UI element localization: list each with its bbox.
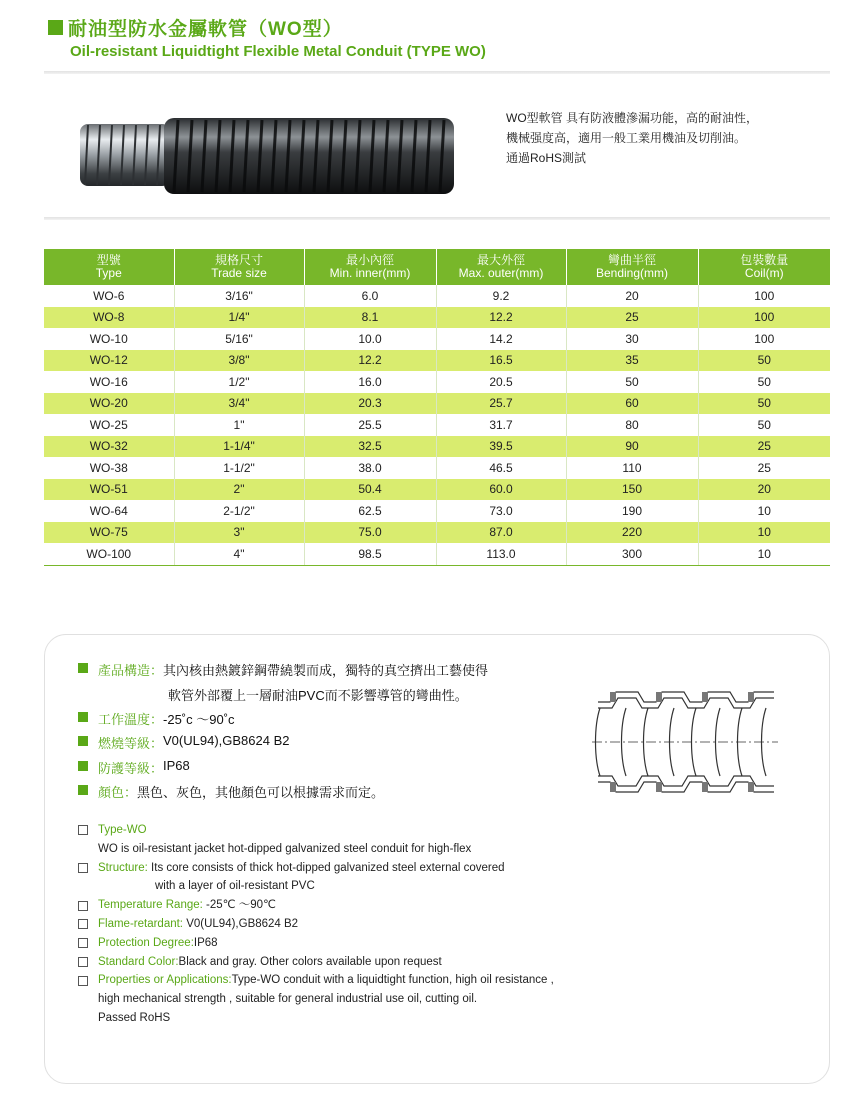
title-chinese-text: 耐油型防水金屬軟管（WO型） — [68, 19, 343, 40]
zh-construction-continued: 軟管外部覆上一層耐油PVC而不影響導管的彎曲性。 — [168, 687, 468, 703]
table-cell-type: WO-10 — [44, 328, 174, 350]
table-cell-bending: 50 — [566, 371, 698, 393]
table-cell-trade-size: 3" — [174, 522, 304, 544]
table-cell-type: WO-51 — [44, 479, 174, 501]
bullet-square-icon — [78, 663, 88, 673]
table-header-row — [44, 249, 830, 285]
en-flame-label: Flame-retardant: — [98, 917, 184, 930]
table-cell-type: WO-75 — [44, 522, 174, 544]
table-cell-trade-size: 2" — [174, 479, 304, 501]
table-cell-coil: 50 — [698, 350, 830, 372]
table-cell-bending: 25 — [566, 307, 698, 329]
table-cell-type: WO-32 — [44, 436, 174, 458]
checkbox-square-icon — [78, 863, 88, 873]
en-spec-temperature — [78, 896, 554, 915]
en-type-description: WO is oil-resistant jacket hot-dipped galvanized steel conduit for high-flex — [98, 842, 472, 855]
table-cell-coil: 100 — [754, 288, 775, 303]
specification-table — [44, 249, 830, 566]
title-english: Oil-resistant Liquidtight Flexible Metal Conduit (TYPE WO) — [70, 43, 486, 60]
table-cell-coil: 50 — [757, 374, 771, 389]
zh-temperature-label: 工作溫度： — [98, 711, 164, 727]
table-cell-type: WO-100 — [44, 543, 174, 565]
table-cell-max-outer: 12.2 — [436, 307, 566, 329]
table-cell-bending: 220 — [566, 522, 698, 544]
zh-spec-temperature — [78, 709, 488, 734]
table-cell-max-outer: 25.7 — [436, 393, 566, 415]
table-cell-trade-size: 2-1/2" — [174, 500, 304, 522]
table-cell-trade-size: 4" — [174, 543, 304, 565]
table-cell-bending: 80 — [566, 414, 698, 436]
column-header-zh: 包裝數量 — [740, 253, 789, 267]
table-cell-bending: 60 — [566, 393, 698, 415]
table-cell-min-inner: 10.0 — [304, 328, 436, 350]
table-cell-max-outer: 20.5 — [436, 371, 566, 393]
zh-construction-label: 產品構造： — [98, 663, 164, 678]
table-cell-bending: 190 — [566, 500, 698, 522]
bullet-square-icon — [78, 736, 88, 746]
conduit-cross-section-diagram — [590, 686, 780, 798]
column-header-zh: 規格尺寸 — [214, 253, 263, 267]
checkbox-square-icon — [78, 957, 88, 967]
table-cell-trade-size: 5/16" — [174, 328, 304, 350]
table-cell-type: WO-16 — [44, 371, 174, 393]
table-cell-trade-size: 3/4" — [174, 393, 304, 415]
en-rohs: Passed RoHS — [98, 1011, 171, 1024]
table-row — [44, 414, 830, 436]
table-cell-trade-size: 3/16" — [174, 285, 304, 307]
table-cell-min-inner: 6.0 — [304, 285, 436, 307]
table-row — [44, 350, 830, 372]
table-cell-min-inner: 50.4 — [304, 479, 436, 501]
en-spec-flame — [78, 915, 554, 934]
column-header-en: Bending(mm) — [595, 266, 669, 280]
page-header — [48, 14, 486, 60]
table-cell-min-inner: 98.5 — [304, 543, 436, 565]
table-row — [44, 500, 830, 522]
table-row — [44, 307, 830, 329]
intro-line-2: 機械强度高，適用一般工業用機油及切削油。 — [506, 131, 747, 145]
table-cell-coil: 50 — [698, 393, 830, 415]
column-header-en: Max. outer(mm) — [458, 266, 544, 280]
table-cell-type: WO-38 — [44, 457, 174, 479]
table-cell-bending: 35 — [566, 350, 698, 372]
zh-spec-protection — [78, 758, 488, 783]
column-header-zh: 最大外徑 — [476, 253, 525, 267]
table-cell-min-inner: 16.0 — [304, 371, 436, 393]
table-cell-min-inner: 25.5 — [304, 414, 436, 436]
zh-spec-construction — [78, 660, 488, 685]
column-header-trade-size — [174, 249, 304, 285]
column-header-en: Trade size — [211, 266, 267, 280]
en-structure-continued: with a layer of oil-resistant PVC — [155, 880, 315, 893]
table-cell-trade-size: 1" — [174, 414, 304, 436]
header-divider — [44, 71, 830, 74]
en-spec-protection — [78, 934, 554, 953]
table-cell-min-inner: 62.5 — [304, 500, 436, 522]
zh-flame-value: V0(UL94),GB8624 B2 — [163, 733, 290, 748]
column-header-zh: 最小內徑 — [345, 253, 394, 267]
table-row — [44, 457, 830, 479]
table-row — [44, 285, 830, 307]
table-cell-bending: 20 — [566, 285, 698, 307]
checkbox-square-icon — [78, 919, 88, 929]
table-cell-max-outer: 16.5 — [436, 350, 566, 372]
bullet-square-icon — [78, 761, 88, 771]
en-flame-value: V0(UL94),GB8624 B2 — [183, 917, 299, 930]
intro-line-3: 通過RoHS測試 — [506, 151, 587, 165]
column-header-zh: 彎曲半徑 — [607, 253, 656, 267]
title-square-icon — [48, 20, 63, 35]
table-cell-trade-size: 1/4" — [174, 307, 304, 329]
column-header-min-inner — [304, 249, 436, 285]
en-spec-type — [78, 821, 554, 840]
table-cell-max-outer: 87.0 — [436, 522, 566, 544]
zh-construction-value: 其內核由熱鍍鋅鋼帶繞製而成，獨特的真空擠出工藝使得 — [163, 663, 489, 678]
table-cell-coil: 10 — [698, 543, 830, 565]
table-cell-min-inner: 38.0 — [304, 457, 436, 479]
table-cell-coil: 25 — [757, 460, 771, 475]
table-cell-max-outer: 9.2 — [436, 285, 566, 307]
table-row — [44, 522, 830, 544]
table-cell-max-outer: 73.0 — [436, 500, 566, 522]
column-header-en: Type — [95, 266, 122, 280]
table-cell-max-outer: 113.0 — [436, 543, 566, 565]
table-cell-coil: 10 — [698, 522, 830, 544]
intro-line-1: WO型軟管 具有防液體滲漏功能，高的耐油性， — [506, 111, 758, 125]
column-header-en: Min. inner(mm) — [329, 266, 411, 280]
column-header-coil — [698, 249, 830, 285]
table-cell-trade-size: 1-1/4" — [174, 436, 304, 458]
table-cell-type: WO-20 — [44, 393, 174, 415]
table-row — [44, 436, 830, 458]
bullet-square-icon — [78, 712, 88, 722]
table-cell-coil: 100 — [698, 307, 830, 329]
table-row — [44, 393, 830, 415]
table-cell-bending: 110 — [566, 457, 698, 479]
table-row — [44, 543, 830, 565]
intro-divider — [44, 217, 830, 220]
zh-color-value: 黑色、灰色，其他顏色可以根據需求而定。 — [137, 785, 385, 800]
table-cell-min-inner: 8.1 — [304, 307, 436, 329]
table-cell-coil: 100 — [754, 331, 775, 346]
table-cell-min-inner: 20.3 — [304, 393, 436, 415]
column-header-max-outer — [436, 249, 566, 285]
table-cell-coil: 50 — [757, 417, 771, 432]
table-cell-min-inner: 32.5 — [304, 436, 436, 458]
table-cell-max-outer: 46.5 — [436, 457, 566, 479]
table-cell-trade-size: 1/2" — [174, 371, 304, 393]
table-cell-trade-size: 3/8" — [174, 350, 304, 372]
table-cell-max-outer: 60.0 — [436, 479, 566, 501]
english-spec-list — [78, 821, 554, 1028]
title-chinese — [48, 14, 486, 41]
zh-flame-label: 燃燒等級： — [98, 736, 164, 751]
column-header-bending — [566, 249, 698, 285]
en-spec-properties — [78, 971, 554, 990]
table-cell-type: WO-25 — [44, 414, 174, 436]
table-cell-coil: 20 — [698, 479, 830, 501]
zh-color-label: 顏色： — [98, 785, 138, 800]
en-protection-label: Protection Degree: — [98, 936, 194, 949]
table-cell-bending: 300 — [566, 543, 698, 565]
table-row — [44, 328, 830, 350]
table-cell-coil: 10 — [757, 503, 771, 518]
table-cell-bending: 150 — [566, 479, 698, 501]
checkbox-square-icon — [78, 825, 88, 835]
en-properties-continued: high mechanical strength , suitable for general industrial use oil, cutting oil. — [98, 993, 478, 1006]
table-cell-type: WO-12 — [44, 350, 174, 372]
en-structure-label: Structure: — [98, 861, 148, 874]
bullet-square-icon — [78, 785, 88, 795]
en-protection-value: IP68 — [193, 936, 218, 949]
table-cell-type: WO-8 — [44, 307, 174, 329]
checkbox-square-icon — [78, 901, 88, 911]
table-cell-max-outer: 14.2 — [436, 328, 566, 350]
zh-spec-flame — [78, 733, 488, 758]
en-properties-value: Type-WO conduit with a liquidtight function, high oil resistance , — [231, 974, 554, 987]
zh-spec-color — [78, 782, 488, 807]
table-cell-min-inner: 75.0 — [304, 522, 436, 544]
en-spec-structure — [78, 859, 554, 878]
table-row — [44, 371, 830, 393]
en-structure-value: Its core consists of thick hot-dipped galvanized steel external covered — [147, 861, 505, 874]
table-cell-type: WO-6 — [44, 285, 174, 307]
table-cell-coil: 25 — [698, 436, 830, 458]
en-properties-label: Properties or Applications: — [98, 974, 232, 987]
en-temperature-label: Temperature Range: — [98, 899, 203, 912]
en-type-label: Type-WO — [98, 824, 147, 836]
table-cell-type: WO-64 — [44, 500, 174, 522]
zh-protection-value: IP68 — [163, 757, 190, 773]
column-header-zh: 型號 — [96, 253, 121, 267]
column-header-en: Coil(m) — [744, 266, 784, 280]
table-cell-max-outer: 39.5 — [436, 436, 566, 458]
chinese-spec-list — [78, 660, 488, 807]
product-intro — [506, 108, 758, 168]
en-temperature-value: -25℃ ～90℃ — [202, 899, 276, 912]
en-color-label: Standard Color: — [98, 955, 179, 968]
zh-protection-label: 防護等級： — [98, 760, 164, 776]
table-cell-bending: 90 — [566, 436, 698, 458]
zh-temperature-value: -25˚c ～90˚c — [163, 711, 235, 727]
checkbox-square-icon — [78, 938, 88, 948]
table-row — [44, 479, 830, 501]
table-cell-min-inner: 12.2 — [304, 350, 436, 372]
table-cell-max-outer: 31.7 — [436, 414, 566, 436]
table-cell-trade-size: 1-1/2" — [174, 457, 304, 479]
column-header-type — [44, 249, 174, 285]
conduit-product-photo — [74, 112, 458, 202]
en-color-value: Black and gray. Other colors available upon request — [178, 955, 442, 968]
table-cell-bending: 30 — [566, 328, 698, 350]
checkbox-square-icon — [78, 976, 88, 986]
en-spec-color — [78, 953, 554, 972]
